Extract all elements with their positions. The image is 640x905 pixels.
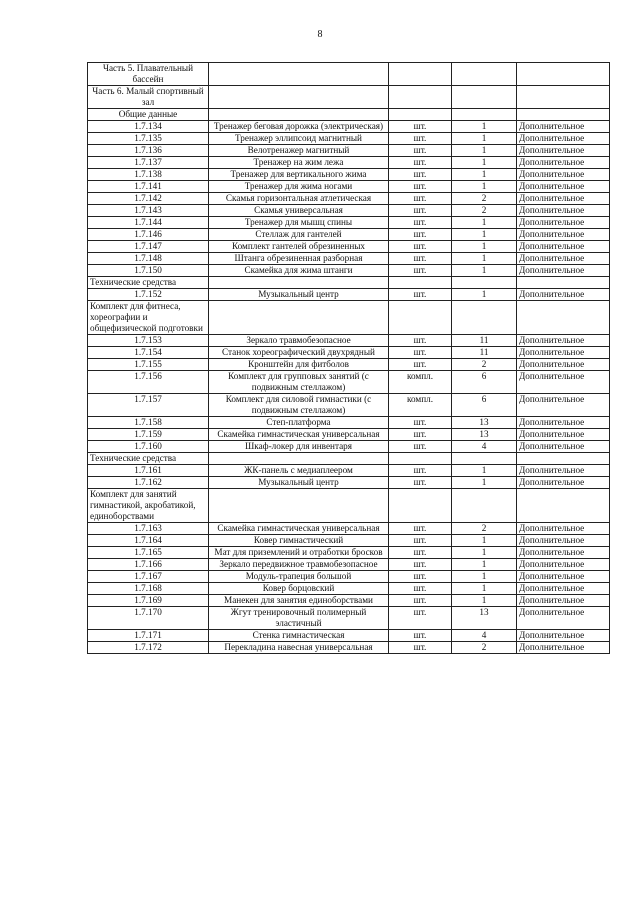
item-name-cell: Жгут тренировочный полимерный эластичный bbox=[209, 607, 389, 630]
unit-cell: шт. bbox=[389, 441, 452, 453]
category-cell: Дополнительное bbox=[517, 535, 610, 547]
unit-cell: шт. bbox=[389, 169, 452, 181]
unit-cell: шт. bbox=[389, 193, 452, 205]
unit-cell: шт. bbox=[389, 535, 452, 547]
empty-cell bbox=[517, 109, 610, 121]
quantity-cell: 2 bbox=[452, 523, 517, 535]
quantity-cell: 13 bbox=[452, 417, 517, 429]
category-cell: Дополнительное bbox=[517, 417, 610, 429]
item-name-cell: Степ-платформа bbox=[209, 417, 389, 429]
empty-cell bbox=[517, 63, 610, 86]
item-number-cell: 1.7.165 bbox=[88, 547, 209, 559]
item-name-cell: Скамейка для жима штанги bbox=[209, 265, 389, 277]
empty-cell bbox=[209, 277, 389, 289]
category-cell: Дополнительное bbox=[517, 630, 610, 642]
item-number-cell: 1.7.134 bbox=[88, 121, 209, 133]
quantity-cell: 1 bbox=[452, 181, 517, 193]
quantity-cell: 1 bbox=[452, 571, 517, 583]
table-row bbox=[88, 229, 610, 241]
item-number-cell: 1.7.136 bbox=[88, 145, 209, 157]
item-name-cell: Манекен для занятия единоборствами bbox=[209, 595, 389, 607]
item-number-cell: 1.7.146 bbox=[88, 229, 209, 241]
section-row bbox=[88, 489, 610, 523]
unit-cell: шт. bbox=[389, 359, 452, 371]
category-cell: Дополнительное bbox=[517, 181, 610, 193]
empty-cell bbox=[389, 453, 452, 465]
item-number-cell: 1.7.170 bbox=[88, 607, 209, 630]
category-cell: Дополнительное bbox=[517, 157, 610, 169]
item-name-cell: Мат для приземлений и отработки бросков bbox=[209, 547, 389, 559]
empty-cell bbox=[517, 453, 610, 465]
unit-cell: шт. bbox=[389, 217, 452, 229]
item-number-cell: 1.7.164 bbox=[88, 535, 209, 547]
category-cell: Дополнительное bbox=[517, 571, 610, 583]
table-row bbox=[88, 359, 610, 371]
quantity-cell: 2 bbox=[452, 359, 517, 371]
table-row bbox=[88, 193, 610, 205]
empty-cell bbox=[389, 63, 452, 86]
item-name-cell: Тренажер эллипсоид магнитный bbox=[209, 133, 389, 145]
table-row bbox=[88, 145, 610, 157]
table-row bbox=[88, 265, 610, 277]
item-name-cell: Станок хореографический двухрядный bbox=[209, 347, 389, 359]
item-number-cell: 1.7.157 bbox=[88, 394, 209, 417]
empty-cell bbox=[452, 86, 517, 109]
empty-cell bbox=[452, 277, 517, 289]
empty-cell bbox=[452, 109, 517, 121]
table-row bbox=[88, 347, 610, 359]
quantity-cell: 1 bbox=[452, 477, 517, 489]
item-name-cell: Модуль-трапеция большой bbox=[209, 571, 389, 583]
empty-cell bbox=[452, 489, 517, 523]
table-row bbox=[88, 253, 610, 265]
item-name-cell: Скамья универсальная bbox=[209, 205, 389, 217]
table-row bbox=[88, 571, 610, 583]
unit-cell: шт. bbox=[389, 253, 452, 265]
unit-cell: шт. bbox=[389, 289, 452, 301]
empty-cell bbox=[452, 301, 517, 335]
table-row bbox=[88, 441, 610, 453]
item-number-cell: 1.7.163 bbox=[88, 523, 209, 535]
category-cell: Дополнительное bbox=[517, 523, 610, 535]
unit-cell: шт. bbox=[389, 229, 452, 241]
quantity-cell: 1 bbox=[452, 241, 517, 253]
unit-cell: шт. bbox=[389, 523, 452, 535]
item-name-cell: Тренажер для мышц спины bbox=[209, 217, 389, 229]
category-cell: Дополнительное bbox=[517, 169, 610, 181]
section-row bbox=[88, 109, 610, 121]
item-number-cell: 1.7.154 bbox=[88, 347, 209, 359]
quantity-cell: 1 bbox=[452, 595, 517, 607]
empty-cell bbox=[452, 63, 517, 86]
page-number: 8 bbox=[317, 29, 323, 40]
table-row bbox=[88, 465, 610, 477]
category-cell: Дополнительное bbox=[517, 465, 610, 477]
item-name-cell: Тренажер беговая дорожка (электрическая) bbox=[209, 121, 389, 133]
item-name-cell: Шкаф-локер для инвентаря bbox=[209, 441, 389, 453]
item-name-cell: Музыкальный центр bbox=[209, 477, 389, 489]
quantity-cell: 1 bbox=[452, 547, 517, 559]
section-row bbox=[88, 277, 610, 289]
section-row bbox=[88, 453, 610, 465]
quantity-cell: 1 bbox=[452, 169, 517, 181]
table-row bbox=[88, 583, 610, 595]
item-name-cell: Комплект гантелей обрезиненных bbox=[209, 241, 389, 253]
quantity-cell: 1 bbox=[452, 289, 517, 301]
quantity-cell: 2 bbox=[452, 193, 517, 205]
section-title: Технические средства bbox=[88, 277, 209, 289]
empty-cell bbox=[209, 86, 389, 109]
table-row bbox=[88, 642, 610, 654]
item-number-cell: 1.7.148 bbox=[88, 253, 209, 265]
quantity-cell: 1 bbox=[452, 535, 517, 547]
empty-cell bbox=[517, 277, 610, 289]
quantity-cell: 11 bbox=[452, 335, 517, 347]
quantity-cell: 1 bbox=[452, 583, 517, 595]
item-name-cell: Велотренажер магнитный bbox=[209, 145, 389, 157]
item-number-cell: 1.7.168 bbox=[88, 583, 209, 595]
item-number-cell: 1.7.158 bbox=[88, 417, 209, 429]
table-row bbox=[88, 289, 610, 301]
category-cell: Дополнительное bbox=[517, 289, 610, 301]
quantity-cell: 6 bbox=[452, 371, 517, 394]
unit-cell: шт. bbox=[389, 121, 452, 133]
empty-cell bbox=[389, 301, 452, 335]
item-number-cell: 1.7.169 bbox=[88, 595, 209, 607]
table-row bbox=[88, 217, 610, 229]
quantity-cell: 1 bbox=[452, 133, 517, 145]
item-name-cell: Кронштейн для фитболов bbox=[209, 359, 389, 371]
category-cell: Дополнительное bbox=[517, 229, 610, 241]
section-row bbox=[88, 86, 610, 109]
unit-cell: шт. bbox=[389, 145, 452, 157]
unit-cell: шт. bbox=[389, 429, 452, 441]
item-number-cell: 1.7.152 bbox=[88, 289, 209, 301]
table-row bbox=[88, 371, 610, 394]
category-cell: Дополнительное bbox=[517, 205, 610, 217]
quantity-cell: 2 bbox=[452, 642, 517, 654]
unit-cell: шт. bbox=[389, 465, 452, 477]
table-row bbox=[88, 205, 610, 217]
item-name-cell: Музыкальный центр bbox=[209, 289, 389, 301]
section-row bbox=[88, 63, 610, 86]
category-cell: Дополнительное bbox=[517, 583, 610, 595]
section-title: Комплект для занятий гимнастикой, акробатикой, единоборствами bbox=[88, 489, 209, 523]
table-row bbox=[88, 607, 610, 630]
item-number-cell: 1.7.167 bbox=[88, 571, 209, 583]
section-row bbox=[88, 301, 610, 335]
item-number-cell: 1.7.160 bbox=[88, 441, 209, 453]
category-cell: Дополнительное bbox=[517, 441, 610, 453]
empty-cell bbox=[209, 63, 389, 86]
item-number-cell: 1.7.137 bbox=[88, 157, 209, 169]
table-row bbox=[88, 535, 610, 547]
item-name-cell: Скамейка гимнастическая универсальная bbox=[209, 429, 389, 441]
category-cell: Дополнительное bbox=[517, 359, 610, 371]
category-cell: Дополнительное bbox=[517, 145, 610, 157]
category-cell: Дополнительное bbox=[517, 559, 610, 571]
equipment-table-body bbox=[88, 63, 610, 654]
unit-cell: компл. bbox=[389, 371, 452, 394]
item-number-cell: 1.7.147 bbox=[88, 241, 209, 253]
table-row bbox=[88, 595, 610, 607]
unit-cell: шт. bbox=[389, 607, 452, 630]
empty-cell bbox=[452, 453, 517, 465]
empty-cell bbox=[389, 86, 452, 109]
empty-cell bbox=[517, 489, 610, 523]
section-title: Общие данные bbox=[88, 109, 209, 121]
item-name-cell: Скамейка гимнастическая универсальная bbox=[209, 523, 389, 535]
quantity-cell: 2 bbox=[452, 205, 517, 217]
table-row bbox=[88, 417, 610, 429]
table-row bbox=[88, 335, 610, 347]
quantity-cell: 1 bbox=[452, 217, 517, 229]
section-title: Часть 6. Малый спортивный зал bbox=[88, 86, 209, 109]
item-name-cell: Перекладина навесная универсальная bbox=[209, 642, 389, 654]
unit-cell: шт. bbox=[389, 595, 452, 607]
category-cell: Дополнительное bbox=[517, 607, 610, 630]
item-name-cell: Ковер гимнастический bbox=[209, 535, 389, 547]
unit-cell: шт. bbox=[389, 571, 452, 583]
category-cell: Дополнительное bbox=[517, 335, 610, 347]
table-row bbox=[88, 121, 610, 133]
quantity-cell: 1 bbox=[452, 559, 517, 571]
category-cell: Дополнительное bbox=[517, 371, 610, 394]
quantity-cell: 1 bbox=[452, 121, 517, 133]
item-number-cell: 1.7.138 bbox=[88, 169, 209, 181]
item-name-cell: ЖК-панель с медиаплеером bbox=[209, 465, 389, 477]
category-cell: Дополнительное bbox=[517, 642, 610, 654]
item-number-cell: 1.7.155 bbox=[88, 359, 209, 371]
quantity-cell: 11 bbox=[452, 347, 517, 359]
category-cell: Дополнительное bbox=[517, 477, 610, 489]
empty-cell bbox=[389, 489, 452, 523]
category-cell: Дополнительное bbox=[517, 429, 610, 441]
empty-cell bbox=[209, 453, 389, 465]
empty-cell bbox=[389, 277, 452, 289]
item-name-cell: Стенка гимнастическая bbox=[209, 630, 389, 642]
category-cell: Дополнительное bbox=[517, 193, 610, 205]
equipment-table bbox=[87, 62, 610, 654]
item-number-cell: 1.7.166 bbox=[88, 559, 209, 571]
table-row bbox=[88, 477, 610, 489]
table-row bbox=[88, 133, 610, 145]
item-name-cell: Тренажер для вертикального жима bbox=[209, 169, 389, 181]
category-cell: Дополнительное bbox=[517, 217, 610, 229]
unit-cell: шт. bbox=[389, 205, 452, 217]
category-cell: Дополнительное bbox=[517, 394, 610, 417]
item-number-cell: 1.7.135 bbox=[88, 133, 209, 145]
item-number-cell: 1.7.156 bbox=[88, 371, 209, 394]
section-title: Часть 5. Плавательный бассейн bbox=[88, 63, 209, 86]
quantity-cell: 4 bbox=[452, 630, 517, 642]
category-cell: Дополнительное bbox=[517, 595, 610, 607]
unit-cell: шт. bbox=[389, 477, 452, 489]
unit-cell: шт. bbox=[389, 347, 452, 359]
category-cell: Дополнительное bbox=[517, 133, 610, 145]
unit-cell: шт. bbox=[389, 583, 452, 595]
table-row bbox=[88, 181, 610, 193]
category-cell: Дополнительное bbox=[517, 265, 610, 277]
item-number-cell: 1.7.144 bbox=[88, 217, 209, 229]
item-name-cell: Тренажер для жима ногами bbox=[209, 181, 389, 193]
quantity-cell: 1 bbox=[452, 145, 517, 157]
item-number-cell: 1.7.150 bbox=[88, 265, 209, 277]
empty-cell bbox=[209, 301, 389, 335]
unit-cell: шт. bbox=[389, 133, 452, 145]
empty-cell bbox=[209, 489, 389, 523]
quantity-cell: 1 bbox=[452, 157, 517, 169]
item-name-cell: Ковер борцовский bbox=[209, 583, 389, 595]
table-row bbox=[88, 241, 610, 253]
table-row bbox=[88, 157, 610, 169]
empty-cell bbox=[389, 109, 452, 121]
quantity-cell: 6 bbox=[452, 394, 517, 417]
unit-cell: шт. bbox=[389, 559, 452, 571]
item-number-cell: 1.7.162 bbox=[88, 477, 209, 489]
category-cell: Дополнительное bbox=[517, 547, 610, 559]
item-number-cell: 1.7.141 bbox=[88, 181, 209, 193]
item-number-cell: 1.7.143 bbox=[88, 205, 209, 217]
quantity-cell: 4 bbox=[452, 441, 517, 453]
section-title: Комплект для фитнеса, хореографии и общефизической подготовки bbox=[88, 301, 209, 335]
item-name-cell: Зеркало травмобезопасное bbox=[209, 335, 389, 347]
quantity-cell: 1 bbox=[452, 465, 517, 477]
table-row bbox=[88, 429, 610, 441]
category-cell: Дополнительное bbox=[517, 253, 610, 265]
unit-cell: шт. bbox=[389, 181, 452, 193]
item-number-cell: 1.7.172 bbox=[88, 642, 209, 654]
empty-cell bbox=[517, 301, 610, 335]
unit-cell: шт. bbox=[389, 265, 452, 277]
quantity-cell: 13 bbox=[452, 607, 517, 630]
unit-cell: шт. bbox=[389, 547, 452, 559]
section-title: Технические средства bbox=[88, 453, 209, 465]
table-row bbox=[88, 630, 610, 642]
table-row bbox=[88, 547, 610, 559]
unit-cell: шт. bbox=[389, 642, 452, 654]
table-row bbox=[88, 523, 610, 535]
category-cell: Дополнительное bbox=[517, 241, 610, 253]
unit-cell: шт. bbox=[389, 335, 452, 347]
unit-cell: шт. bbox=[389, 417, 452, 429]
quantity-cell: 1 bbox=[452, 253, 517, 265]
item-number-cell: 1.7.161 bbox=[88, 465, 209, 477]
item-name-cell: Скамья горизонтальная атлетическая bbox=[209, 193, 389, 205]
category-cell: Дополнительное bbox=[517, 121, 610, 133]
item-name-cell: Штанга обрезиненная разборная bbox=[209, 253, 389, 265]
item-number-cell: 1.7.153 bbox=[88, 335, 209, 347]
table-row bbox=[88, 559, 610, 571]
unit-cell: компл. bbox=[389, 394, 452, 417]
quantity-cell: 1 bbox=[452, 229, 517, 241]
unit-cell: шт. bbox=[389, 630, 452, 642]
unit-cell: шт. bbox=[389, 241, 452, 253]
item-number-cell: 1.7.142 bbox=[88, 193, 209, 205]
category-cell: Дополнительное bbox=[517, 347, 610, 359]
item-name-cell: Стеллаж для гантелей bbox=[209, 229, 389, 241]
item-name-cell: Комплект для групповых занятий (с подвижным стеллажом) bbox=[209, 371, 389, 394]
unit-cell: шт. bbox=[389, 157, 452, 169]
item-name-cell: Комплект для силовой гимнастики (с подвижным стеллажом) bbox=[209, 394, 389, 417]
empty-cell bbox=[209, 109, 389, 121]
item-number-cell: 1.7.171 bbox=[88, 630, 209, 642]
item-number-cell: 1.7.159 bbox=[88, 429, 209, 441]
item-name-cell: Зеркало передвижное травмобезопасное bbox=[209, 559, 389, 571]
table-row bbox=[88, 169, 610, 181]
empty-cell bbox=[517, 86, 610, 109]
quantity-cell: 13 bbox=[452, 429, 517, 441]
table-row bbox=[88, 394, 610, 417]
item-name-cell: Тренажер на жим лежа bbox=[209, 157, 389, 169]
quantity-cell: 1 bbox=[452, 265, 517, 277]
